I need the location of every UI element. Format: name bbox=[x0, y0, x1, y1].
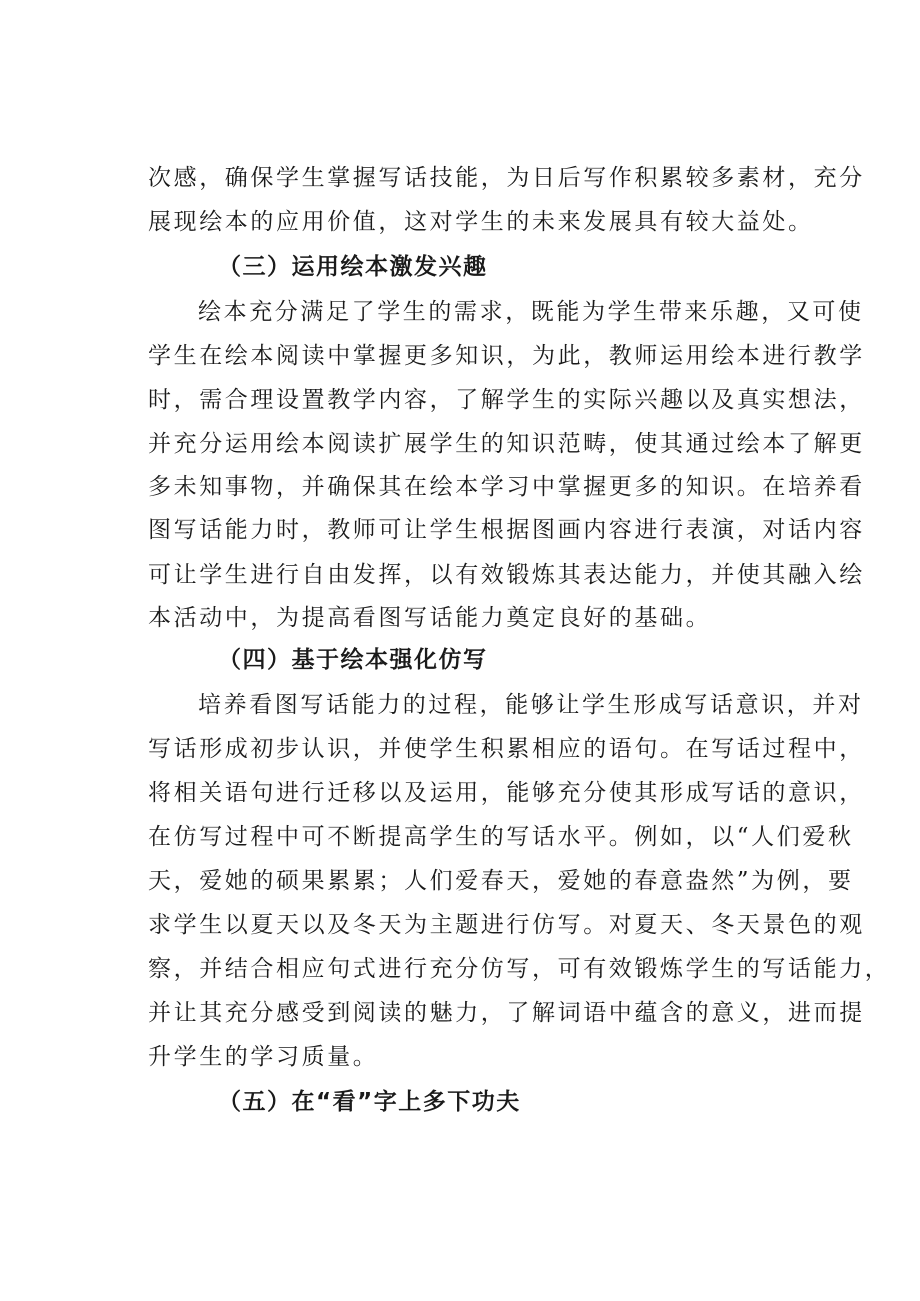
paragraph-line: 可让学生进行自由发挥，以有效锻炼其表达能力，并使其融入绘 bbox=[148, 562, 865, 588]
paragraph-line: 并充分运用绘本阅读扩展学生的知识范畴，使其通过绘本了解更 bbox=[148, 431, 865, 457]
paragraph-line: 天，爱她的硕果累累；人们爱春天，爱她的春意盎然”为例，要 bbox=[148, 868, 854, 894]
paragraph-line: 写话形成初步认识，并使学生积累相应的语句。在写话过程中， bbox=[148, 736, 865, 762]
paragraph-line: 求学生以夏天以及冬天为主题进行仿写。对夏天、冬天景色的观 bbox=[148, 912, 865, 938]
paragraph-line: 将相关语句进行迁移以及运用，能够充分使其形成写话的意识， bbox=[148, 780, 865, 806]
paragraph-line: 在仿写过程中可不断提高学生的写话水平。例如，以“人们爱秋 bbox=[148, 824, 854, 850]
paragraph-line: 图写话能力时，教师可让学生根据图画内容进行表演，对话内容 bbox=[148, 517, 865, 543]
paragraph-line: 察，并结合相应句式进行充分仿写，可有效锻炼学生的写话能力， bbox=[148, 956, 891, 982]
paragraph-line: 学生在绘本阅读中掌握更多知识，为此，教师运用绘本进行教学 bbox=[148, 343, 865, 369]
section-heading-4: （四）基于绘本强化仿写 bbox=[218, 647, 488, 673]
section-heading-3: （三）运用绘本激发兴趣 bbox=[218, 254, 488, 280]
paragraph-line: 次感，确保学生掌握写话技能，为日后写作积累较多素材，充分 bbox=[148, 165, 865, 191]
section-heading-5: （五）在“看”字上多下功夫 bbox=[218, 1089, 521, 1115]
paragraph-line: 培养看图写话能力的过程，能够让学生形成写话意识，并对 bbox=[198, 692, 864, 718]
paragraph-line: 时，需合理设置教学内容，了解学生的实际兴趣以及真实想法， bbox=[148, 387, 865, 413]
paragraph-line: 绘本充分满足了学生的需求，既能为学生带来乐趣，又可使 bbox=[198, 299, 864, 325]
paragraph-line: 升学生的学习质量。 bbox=[148, 1044, 379, 1070]
paragraph-line: 并让其充分感受到阅读的魅力，了解词语中蕴含的意义，进而提 bbox=[148, 1000, 865, 1026]
paragraph-line: 多未知事物，并确保其在绘本学习中掌握更多的知识。在培养看 bbox=[148, 474, 865, 500]
paragraph-line: 展现绘本的应用价值，这对学生的未来发展具有较大益处。 bbox=[148, 209, 814, 235]
paragraph-line: 本活动中，为提高看图写话能力奠定良好的基础。 bbox=[148, 605, 712, 631]
